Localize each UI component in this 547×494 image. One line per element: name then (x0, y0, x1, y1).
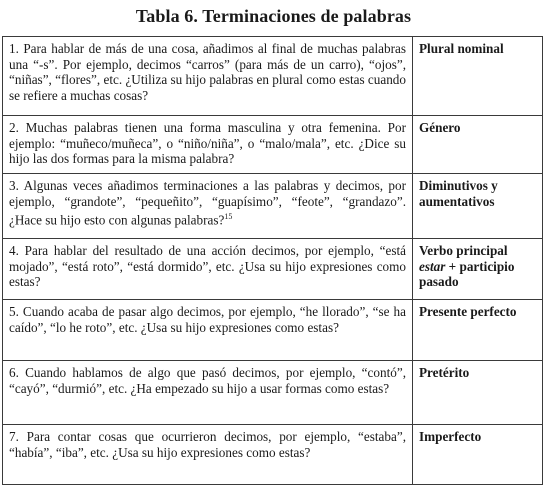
category-cell (413, 239, 543, 300)
category-text-post: + participio pasado (419, 258, 515, 289)
question-text: 3. Algunas veces añadimos terminaciones a las palabras y decimos, por ejemplo, “grandote”, “pequeñito”, “guapísimo”, “feote”, “grandazo”. ¿Hace su hijo esto con algunas palabras? (9, 178, 406, 228)
category-cell: Género (413, 116, 543, 174)
table-row (3, 174, 543, 239)
question-cell (3, 174, 413, 239)
table-row (3, 239, 543, 300)
category-cell: Diminutivos y aumentativos (413, 174, 543, 239)
category-text-pre: Verbo principal (419, 243, 508, 258)
category-cell: Presente perfecto (413, 300, 543, 361)
category-cell: Pretérito (413, 361, 543, 425)
table-row (3, 37, 543, 116)
table-title: Tabla 6. Terminaciones de palabras (135, 6, 412, 26)
table-row (3, 116, 543, 174)
question-cell: 1. Para hablar de más de una cosa, añadimos al final de muchas palabras una “-s”. Por ejemplo, decimos “carros” (para más de un carro), “ojos”, “niñas”, “flores”, etc. ¿Utiliza su hijo palabras en plural como estas cuando se refiere a muchas cosas? (3, 37, 413, 116)
category-text-italic: estar (419, 258, 446, 274)
question-cell: 5. Cuando acaba de pasar algo decimos, por ejemplo, “he llorado”, “se ha caído”, “lo he roto”, etc. ¿Usa su hijo expresiones como estas? (3, 300, 413, 361)
footnote-marker: 15 (224, 212, 233, 221)
category-cell: Imperfecto (413, 425, 543, 485)
question-cell: 4. Para hablar del resultado de una acción decimos, por ejemplo, “está mojado”, “está roto”, “está dormido”, etc. ¿Usa su hijo expresiones como estas? (3, 239, 413, 300)
category-cell: Plural nominal (413, 37, 543, 116)
question-cell: 2. Muchas palabras tienen una forma masculina y otra femenina. Por ejemplo: “muñeco/muñeca”, o “niño/niña”, o “malo/mala”, etc. ¿Dice su hijo las dos formas para la misma palabra? (3, 116, 413, 174)
question-cell: 6. Cuando hablamos de algo que pasó decimos, por ejemplo, “contó”, “cayó”, “durmió”, etc. ¿Ha empezado su hijo a usar formas como estas? (3, 361, 413, 425)
table-row (3, 300, 543, 361)
table-row (3, 361, 543, 425)
table-row (3, 425, 543, 485)
question-cell: 7. Para contar cosas que ocurrieron decimos, por ejemplo, “estaba”, “había”, “iba”, etc. ¿Usa su hijo expresiones como estas? (3, 425, 413, 485)
word-endings-table (2, 36, 543, 485)
